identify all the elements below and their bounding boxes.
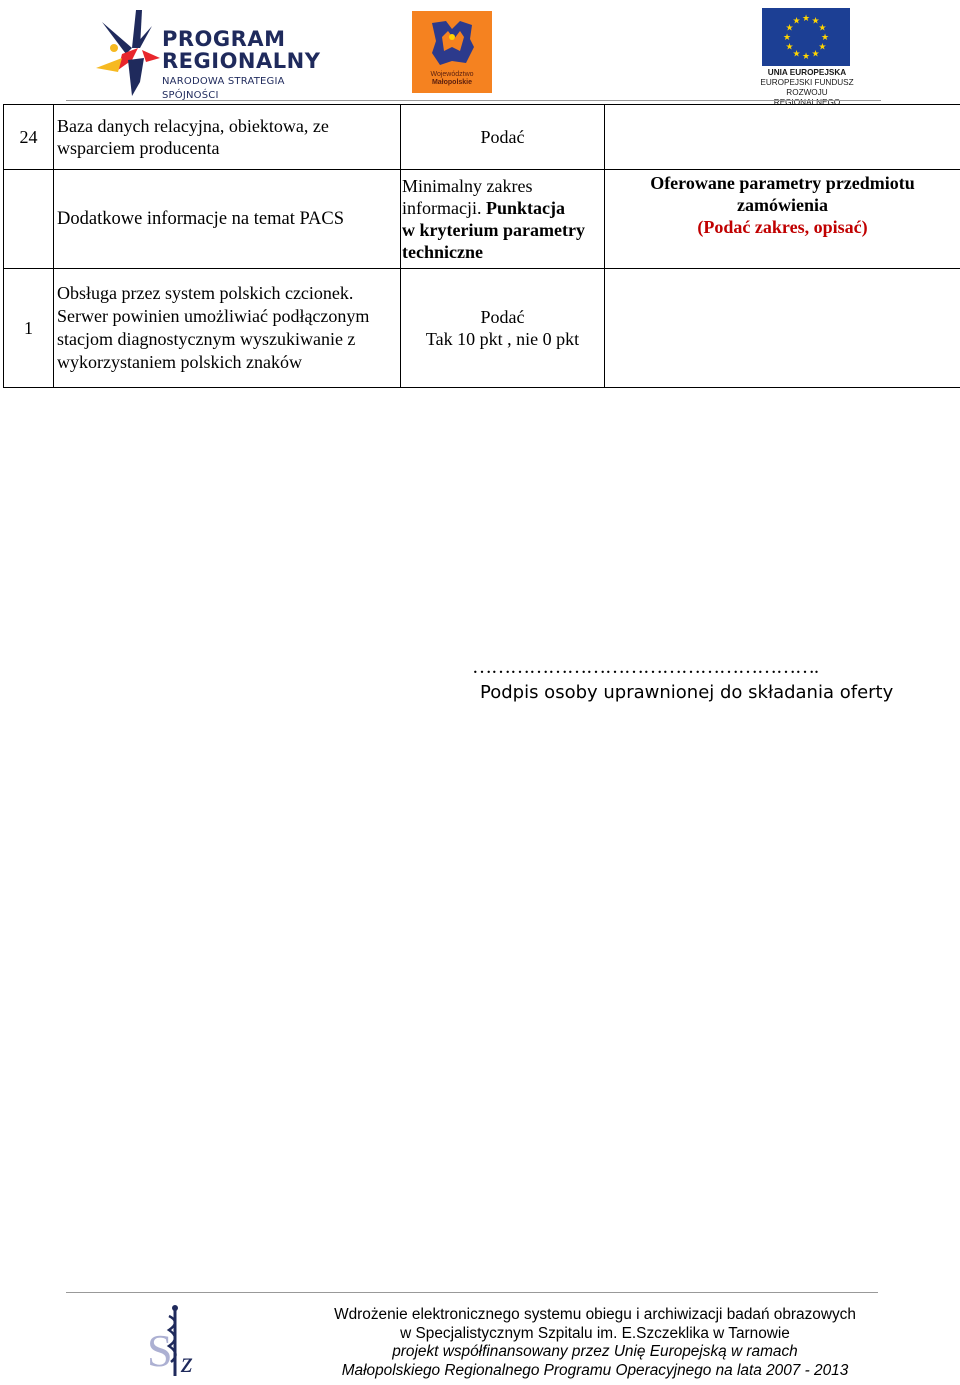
- subheader-number-cell: [4, 170, 54, 269]
- row-offer-cell[interactable]: [605, 105, 960, 170]
- eu-star-icon: ★: [811, 16, 819, 26]
- program-logo-line1: PROGRAM: [162, 28, 344, 50]
- eu-logo-line1: UNIA EUROPEJSKA: [754, 68, 860, 78]
- eu-star-icon: ★: [818, 23, 826, 33]
- eu-logo-line3: ROZWOJU REGIONALNEGO: [754, 88, 860, 108]
- eu-star-icon: ★: [783, 32, 791, 42]
- footer-line4: Małopolskiego Regionalnego Programu Operacyjnego na lata 2007 - 2013: [300, 1362, 890, 1381]
- row-offer-cell[interactable]: [605, 269, 960, 388]
- row-description-cell: Obsługa przez system polskich czcionek. Serwer powinien umożliwiać podłączonym stacjom diagnostycznym wyszukiwanie z wykorzystaniem polskich znaków: [54, 269, 401, 388]
- offer-head-line2: zamówienia: [605, 194, 960, 216]
- row-description-cell: Baza danych relacyjna, obiektowa, ze wsparciem producenta: [54, 105, 401, 170]
- header-divider: [66, 100, 881, 101]
- footer-line2: w Specjalistycznym Szpitalu im. E.Szczeklika w Tarnowie: [300, 1325, 890, 1344]
- program-logo-line2: REGIONALNY: [162, 50, 344, 72]
- eu-star-icon: ★: [802, 13, 810, 23]
- signature-label: Podpis osoby uprawnionej do składania oferty: [480, 682, 893, 703]
- malopolska-logo-line2: Małopolskie: [412, 79, 492, 87]
- table-row: [4, 105, 960, 170]
- specification-table: [3, 104, 960, 388]
- eu-star-icon: ★: [811, 48, 819, 58]
- eu-logo-line2: EUROPEJSKI FUNDUSZ: [754, 78, 860, 88]
- subheader-title-cell: Dodatkowe informacje na temat PACS: [54, 170, 401, 269]
- table-subheader-row: [4, 170, 960, 269]
- eu-star-icon: ★: [786, 42, 794, 52]
- signature-line: ……………………………………………….: [472, 656, 892, 679]
- req-head-line1: Minimalny zakres: [402, 175, 604, 197]
- svg-text:z: z: [180, 1346, 193, 1379]
- requirement-line1: Podać: [401, 306, 604, 328]
- eu-flag-icon: [762, 8, 850, 66]
- eu-star-icon: ★: [802, 51, 810, 61]
- footer-divider: [66, 1292, 878, 1293]
- req-head-line2: [402, 197, 604, 219]
- row-requirement-cell: Podać: [401, 105, 605, 170]
- malopolska-logo: [412, 11, 492, 93]
- malopolska-emblem-icon: [426, 17, 478, 69]
- row-number-cell: 1: [4, 269, 54, 388]
- eu-star-icon: ★: [786, 23, 794, 33]
- subheader-requirement-cell: [401, 170, 605, 269]
- program-star-icon: [92, 8, 162, 96]
- caduceus-icon: [145, 1300, 217, 1380]
- table-row: [4, 269, 960, 388]
- program-regionalny-logo: [92, 8, 344, 96]
- program-logo-line3: NARODOWA STRATEGIA SPÓJNOŚCI: [162, 75, 344, 103]
- req-head-line2b: Punktacja: [486, 198, 565, 218]
- offer-head-line1: Oferowane parametry przedmiotu: [605, 172, 960, 194]
- eu-logo: [754, 8, 860, 100]
- requirement-line2: Tak 10 pkt , nie 0 pkt: [401, 328, 604, 350]
- req-head-line3: w kryterium parametry: [402, 219, 604, 241]
- malopolska-logo-line1: Województwo: [412, 71, 492, 79]
- row-requirement-cell: [401, 269, 605, 388]
- footer-line3: projekt współfinansowany przez Unię Europejską w ramach: [300, 1343, 890, 1362]
- hospital-logo: [145, 1300, 217, 1380]
- offer-head-note: (Podać zakres, opisać): [605, 216, 960, 238]
- eu-star-icon: ★: [792, 48, 800, 58]
- footer-line1: Wdrożenie elektronicznego systemu obiegu i archiwizacji badań obrazowych: [300, 1306, 890, 1325]
- eu-star-icon: ★: [821, 32, 829, 42]
- eu-star-icon: ★: [792, 16, 800, 26]
- req-head-line2a: informacji.: [402, 198, 481, 218]
- row-number-cell: 24: [4, 105, 54, 170]
- svg-text:S: S: [147, 1325, 173, 1376]
- footer-text: [300, 1306, 890, 1380]
- eu-star-icon: ★: [818, 42, 826, 52]
- subheader-offer-cell: [605, 170, 960, 269]
- req-head-line4: techniczne: [402, 241, 604, 263]
